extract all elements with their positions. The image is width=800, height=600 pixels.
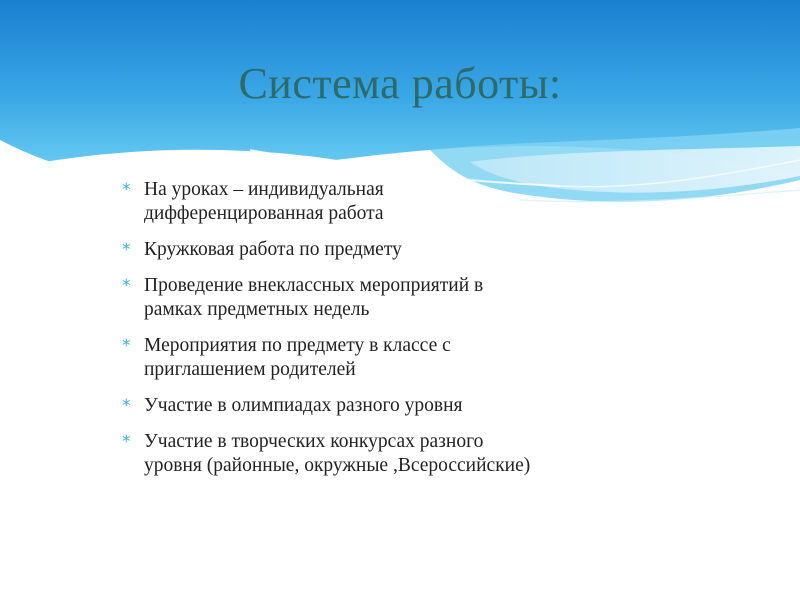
bullet-line: На уроках – индивидуальная (144, 179, 384, 200)
bullet-line: Участие в олимпиадах разного уровня (144, 395, 463, 416)
bullet-line: дифференцированная работа (144, 203, 384, 224)
slide-title: Система работы: (238, 59, 562, 108)
bullet-line: приглашением родителей (144, 359, 356, 380)
bullet-line: рамках предметных недель (144, 299, 370, 320)
bullet-line: Участие в творческих конкурсах разного (144, 431, 484, 452)
bullet-line: уровня (районные, окружные ,Всероссийские) (144, 455, 531, 476)
asterisk-bullet-icon: * (122, 396, 131, 416)
asterisk-bullet-icon: * (122, 336, 131, 356)
asterisk-bullet-icon: * (122, 432, 131, 452)
asterisk-bullet-icon: * (122, 276, 131, 296)
bullet-line: Мероприятия по предмету в классе с (144, 335, 451, 356)
asterisk-bullet-icon: * (122, 180, 131, 200)
asterisk-bullet-icon: * (122, 240, 131, 260)
list-item (122, 430, 682, 478)
bullet-line: Кружковая работа по предмету (144, 239, 402, 260)
list-item (122, 274, 682, 322)
list-item (122, 334, 682, 382)
bullet-line: Проведение внеклассных мероприятий в (144, 275, 484, 296)
bullet-list (122, 178, 682, 490)
list-item (122, 394, 682, 418)
list-item (122, 178, 682, 226)
list-item (122, 238, 682, 262)
